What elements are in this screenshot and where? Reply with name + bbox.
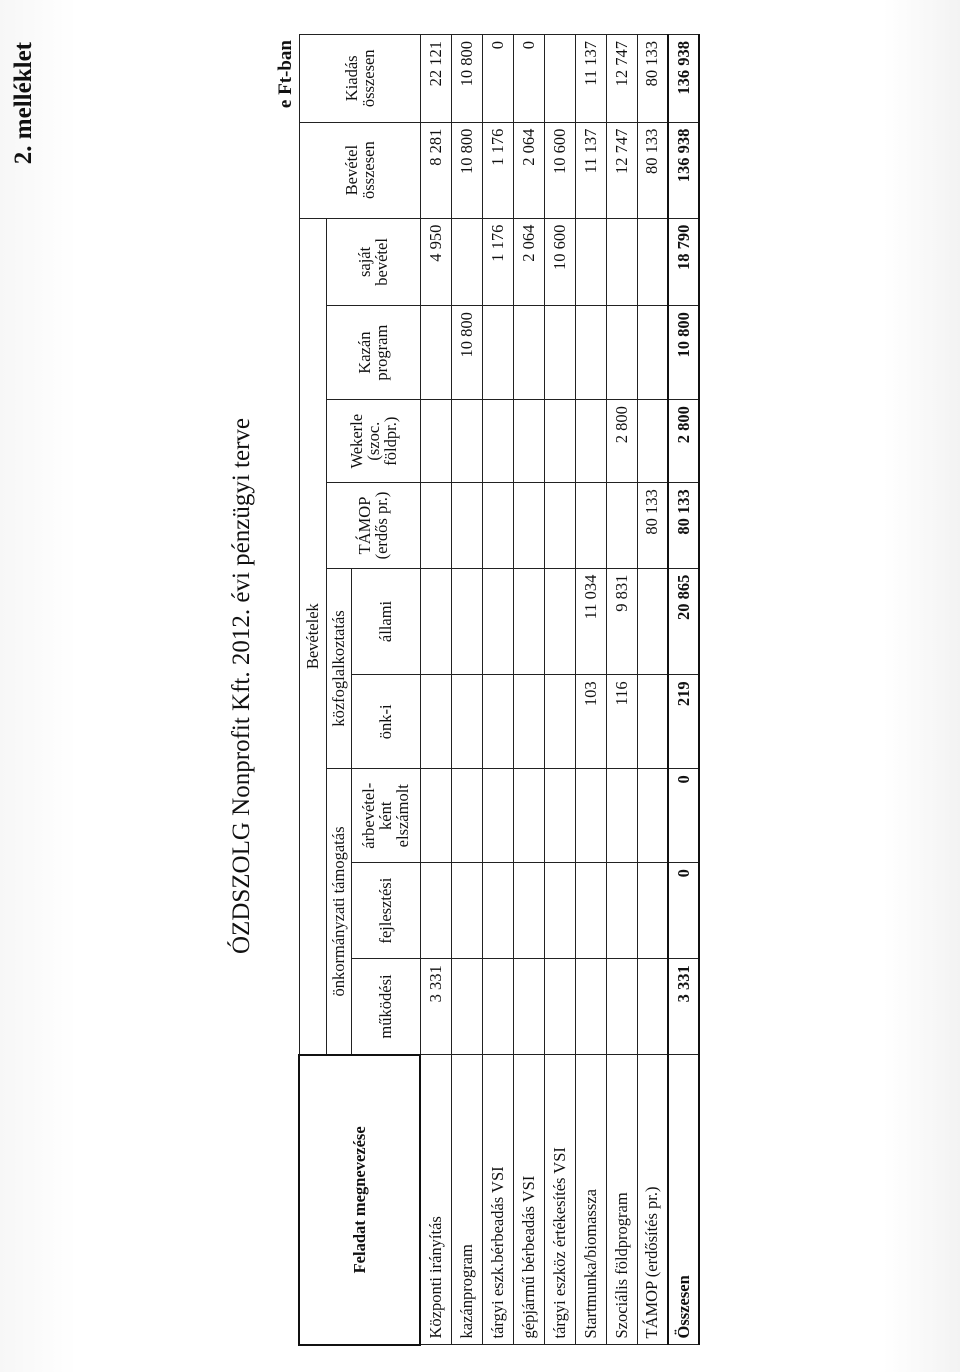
cell-fejlesztesi bbox=[482, 863, 513, 959]
cell-bevetel-osszesen: 80 133 bbox=[637, 122, 668, 218]
cell-onki bbox=[420, 675, 451, 769]
cell-kiadas-osszesen: 11 137 bbox=[575, 35, 606, 123]
cell-kiadas-osszesen: 136 938 bbox=[668, 35, 699, 123]
cell-allami bbox=[420, 568, 451, 675]
cell-fejlesztesi bbox=[451, 863, 482, 959]
cell-onki: 116 bbox=[606, 675, 637, 769]
row-label: Központi irányítás bbox=[420, 1055, 451, 1345]
cell-allami: 20 865 bbox=[668, 568, 699, 675]
cell-kazan bbox=[482, 306, 513, 400]
header-public-work: közfoglalkoztatás bbox=[326, 568, 351, 769]
header-revenues: Bevételek bbox=[299, 218, 326, 1055]
header-sales-revenue: árbevétel-ként elszámolt bbox=[351, 769, 420, 863]
cell-tamop bbox=[606, 483, 637, 568]
cell-wekerle bbox=[420, 400, 451, 483]
cell-bevetel-osszesen: 1 176 bbox=[482, 122, 513, 218]
cell-wekerle: 2 800 bbox=[668, 400, 699, 483]
header-revenue-total: Bevétel összesen bbox=[299, 122, 420, 218]
unit-label: e Ft-ban bbox=[275, 40, 296, 109]
cell-kazan bbox=[544, 306, 575, 400]
cell-wekerle: 2 800 bbox=[606, 400, 637, 483]
header-municipal-support: önkormányzati támogatás bbox=[326, 769, 351, 1055]
cell-allami bbox=[544, 568, 575, 675]
cell-bevetel-osszesen: 2 064 bbox=[513, 122, 544, 218]
header-task: Feladat megnevezése bbox=[299, 1055, 420, 1345]
annex-label: 2. melléklet bbox=[10, 42, 37, 165]
cell-mukodesi bbox=[637, 959, 668, 1055]
header-expense-total: Kiadás összesen bbox=[299, 35, 420, 123]
cell-mukodesi bbox=[513, 959, 544, 1055]
cell-allami bbox=[482, 568, 513, 675]
cell-bevetel-osszesen: 10 800 bbox=[451, 122, 482, 218]
cell-onki: 103 bbox=[575, 675, 606, 769]
cell-arbevetel: 0 bbox=[668, 769, 699, 863]
row-label: tárgyi eszköz értékesítés VSI bbox=[544, 1055, 575, 1345]
rotated-sheet bbox=[10, 16, 950, 1356]
cell-fejlesztesi bbox=[606, 863, 637, 959]
table-row bbox=[451, 35, 482, 1346]
cell-mukodesi bbox=[482, 959, 513, 1055]
cell-fejlesztesi bbox=[420, 863, 451, 959]
row-label: Startmunka/biomassza bbox=[575, 1055, 606, 1345]
header-tamop: TÁMOP (erdős pr.) bbox=[326, 483, 420, 568]
cell-tamop bbox=[451, 483, 482, 568]
cell-allami bbox=[451, 568, 482, 675]
cell-mukodesi bbox=[451, 959, 482, 1055]
table-row bbox=[637, 35, 668, 1346]
cell-kazan bbox=[513, 306, 544, 400]
cell-sajat bbox=[637, 218, 668, 306]
financial-plan-table bbox=[298, 34, 700, 1346]
cell-onki bbox=[513, 675, 544, 769]
table-row bbox=[544, 35, 575, 1346]
cell-fejlesztesi bbox=[575, 863, 606, 959]
cell-wekerle bbox=[451, 400, 482, 483]
cell-sajat: 4 950 bbox=[420, 218, 451, 306]
cell-mukodesi bbox=[606, 959, 637, 1055]
cell-bevetel-osszesen: 136 938 bbox=[668, 122, 699, 218]
cell-onki bbox=[637, 675, 668, 769]
cell-arbevetel bbox=[637, 769, 668, 863]
cell-tamop bbox=[575, 483, 606, 568]
table-body bbox=[420, 35, 699, 1346]
cell-sajat bbox=[575, 218, 606, 306]
row-label: tárgyi eszk.bérbeadás VSI bbox=[482, 1055, 513, 1345]
table-row bbox=[575, 35, 606, 1346]
cell-wekerle bbox=[575, 400, 606, 483]
cell-wekerle bbox=[482, 400, 513, 483]
cell-onki bbox=[451, 675, 482, 769]
cell-kiadas-osszesen: 0 bbox=[482, 35, 513, 123]
cell-kazan: 10 800 bbox=[668, 306, 699, 400]
cell-fejlesztesi bbox=[637, 863, 668, 959]
cell-allami: 9 831 bbox=[606, 568, 637, 675]
cell-arbevetel bbox=[513, 769, 544, 863]
cell-tamop bbox=[420, 483, 451, 568]
table-row bbox=[482, 35, 513, 1346]
cell-fejlesztesi bbox=[513, 863, 544, 959]
row-label: kazánprogram bbox=[451, 1055, 482, 1345]
cell-tamop bbox=[544, 483, 575, 568]
cell-kazan bbox=[575, 306, 606, 400]
cell-onki bbox=[544, 675, 575, 769]
header-municipal: önk-i bbox=[351, 675, 420, 769]
row-label: gépjármű bérbeadás VSI bbox=[513, 1055, 544, 1345]
cell-arbevetel bbox=[482, 769, 513, 863]
cell-sajat: 1 176 bbox=[482, 218, 513, 306]
row-label: TÁMOP (erdősítés pr.) bbox=[637, 1055, 668, 1345]
table-row bbox=[606, 35, 637, 1346]
cell-kiadas-osszesen bbox=[544, 35, 575, 123]
cell-bevetel-osszesen: 12 747 bbox=[606, 122, 637, 218]
cell-tamop: 80 133 bbox=[668, 483, 699, 568]
cell-kazan: 10 800 bbox=[451, 306, 482, 400]
cell-kiadas-osszesen: 22 121 bbox=[420, 35, 451, 123]
cell-mukodesi: 3 331 bbox=[420, 959, 451, 1055]
cell-wekerle bbox=[637, 400, 668, 483]
header-development: fejlesztési bbox=[351, 863, 420, 959]
header-wekerle: Wekerle (szoc. földpr.) bbox=[326, 400, 420, 483]
header-operating: működési bbox=[351, 959, 420, 1055]
cell-bevetel-osszesen: 10 600 bbox=[544, 122, 575, 218]
cell-kiadas-osszesen: 80 133 bbox=[637, 35, 668, 123]
cell-tamop: 80 133 bbox=[637, 483, 668, 568]
cell-mukodesi bbox=[575, 959, 606, 1055]
cell-wekerle bbox=[544, 400, 575, 483]
cell-allami bbox=[513, 568, 544, 675]
cell-wekerle bbox=[513, 400, 544, 483]
cell-onki: 219 bbox=[668, 675, 699, 769]
cell-sajat: 10 600 bbox=[544, 218, 575, 306]
table-row bbox=[513, 35, 544, 1346]
cell-mukodesi bbox=[544, 959, 575, 1055]
cell-arbevetel bbox=[575, 769, 606, 863]
document-title: ÓZDSZOLG Nonprofit Kft. 2012. évi pénzügyi terve bbox=[228, 418, 255, 954]
cell-tamop bbox=[482, 483, 513, 568]
cell-kiadas-osszesen: 0 bbox=[513, 35, 544, 123]
cell-bevetel-osszesen: 8 281 bbox=[420, 122, 451, 218]
cell-sajat: 2 064 bbox=[513, 218, 544, 306]
cell-bevetel-osszesen: 11 137 bbox=[575, 122, 606, 218]
cell-kiadas-osszesen: 12 747 bbox=[606, 35, 637, 123]
cell-kazan bbox=[637, 306, 668, 400]
cell-mukodesi: 3 331 bbox=[668, 959, 699, 1055]
cell-tamop bbox=[513, 483, 544, 568]
cell-kiadas-osszesen: 10 800 bbox=[451, 35, 482, 123]
cell-kazan bbox=[606, 306, 637, 400]
cell-allami bbox=[637, 568, 668, 675]
total-label: Összesen bbox=[668, 1055, 699, 1345]
cell-arbevetel bbox=[420, 769, 451, 863]
total-row bbox=[668, 35, 699, 1346]
cell-arbevetel bbox=[451, 769, 482, 863]
cell-fejlesztesi bbox=[544, 863, 575, 959]
cell-arbevetel bbox=[544, 769, 575, 863]
cell-sajat bbox=[606, 218, 637, 306]
header-own-revenue: saját bevétel bbox=[326, 218, 420, 306]
cell-sajat: 18 790 bbox=[668, 218, 699, 306]
table-row bbox=[420, 35, 451, 1346]
cell-allami: 11 034 bbox=[575, 568, 606, 675]
cell-onki bbox=[482, 675, 513, 769]
row-label: Szociális földprogram bbox=[606, 1055, 637, 1345]
header-state: állami bbox=[351, 568, 420, 675]
header-kazan: Kazán program bbox=[326, 306, 420, 400]
cell-kazan bbox=[420, 306, 451, 400]
cell-fejlesztesi: 0 bbox=[668, 863, 699, 959]
cell-sajat bbox=[451, 218, 482, 306]
cell-arbevetel bbox=[606, 769, 637, 863]
